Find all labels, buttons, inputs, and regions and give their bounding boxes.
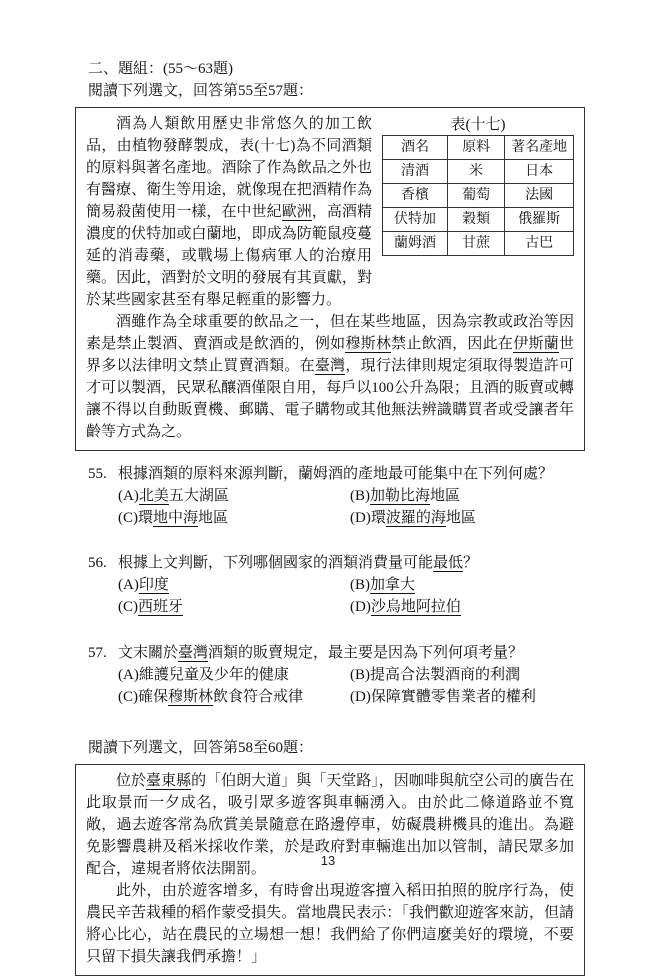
text-segment: 酒為人類飲用歷史非常悠久的加工飲品，由植物發酵製成，表(十七)為不同酒類的原料與著名產地。酒除了作為飲品之外也有醫療、衛生等用途，就像現在把酒精作為簡易殺菌使用一樣，在中世紀 — [86, 116, 372, 220]
underlined-term: 加拿大 — [370, 577, 416, 593]
wine-table-cell: 甘蔗 — [447, 232, 504, 256]
text-segment: 確保 — [138, 689, 169, 705]
wine-table-header-ingredient: 原料 — [447, 136, 504, 160]
option-57-D — [350, 686, 585, 708]
text-segment: 位於 — [116, 773, 147, 789]
text-segment: 世界多以法律明文禁止買賣酒類。在 — [86, 336, 574, 374]
wine-table-cell: 俄羅斯 — [505, 208, 574, 232]
question-57-stem — [118, 642, 585, 664]
wine-table-cell: 米 — [447, 160, 504, 184]
option-57-A — [118, 664, 350, 686]
underlined-term: 穆斯林 — [345, 336, 392, 352]
underlined-term: 波羅的海 — [385, 510, 446, 526]
text-segment: ？ — [463, 555, 479, 571]
wine-table-header-name: 酒名 — [383, 136, 448, 160]
passage1-paragraph-2 — [86, 311, 574, 443]
option-56-A-text — [139, 577, 169, 594]
underlined-term: 地中海 — [153, 510, 199, 526]
text-segment: 酒雖作為全球重要的飲品之一，但在某些地區，因為宗教或政治等因素是禁止製酒、賣酒或是飲酒的，例如 — [86, 314, 574, 352]
text-segment: 保障實體零售業者的權利 — [370, 689, 536, 705]
question-56-number: 56. — [88, 555, 107, 571]
text-segment: 文末關於 — [118, 645, 179, 661]
option-55-D — [350, 507, 585, 529]
option-55-B-label: (B) — [350, 488, 370, 504]
text-segment: 根據酒類的原料來源判斷，蘭姆酒的產地最可能集中在下列何處？ — [118, 466, 554, 482]
option-55-B-text — [370, 488, 460, 505]
option-55-A-label: (A) — [118, 488, 139, 504]
option-57-C-text — [138, 689, 303, 706]
option-56-D-label: (D) — [350, 599, 371, 615]
option-55-C — [118, 507, 350, 529]
wine-table-title: 表(十七) — [450, 117, 506, 133]
option-56-A — [118, 574, 350, 596]
underlined-term: 臺灣 — [178, 645, 209, 661]
question-56-stem — [118, 552, 585, 574]
underlined-term: 穆斯林 — [168, 689, 214, 705]
option-57-A-label: (A) — [118, 667, 139, 683]
option-57-C — [118, 686, 350, 708]
underlined-term: 最低 — [433, 555, 464, 571]
wine-table-cell: 香檳 — [383, 184, 448, 208]
option-55-A-text — [139, 488, 229, 505]
option-55-D-label: (D) — [350, 510, 371, 526]
wine-table-cell: 法國 — [505, 184, 574, 208]
text-segment: 維護兒童及少年的健康 — [138, 667, 289, 683]
option-56-C-label: (C) — [118, 599, 138, 615]
option-56-A-label: (A) — [118, 577, 139, 593]
question-55-number: 55. — [88, 466, 107, 482]
text-segment: 禁止飲酒，因此在 — [391, 336, 514, 352]
option-55-C-text — [138, 510, 228, 527]
text-segment: ，高酒精濃度的伏特加或白蘭地，即成為防範鼠疫蔓延的消毒藥，或戰場上傷病軍人的治療用藥。因此，酒對於文明的發展有其貢獻，對於某些國家甚至有舉足輕重的影響力。 — [86, 204, 372, 308]
underlined-term: 西班牙 — [138, 599, 184, 615]
option-57-D-label: (D) — [350, 689, 371, 705]
option-57-B — [350, 664, 585, 686]
underlined-term: 印度 — [138, 577, 169, 593]
wine-table-cell: 穀類 — [447, 208, 504, 232]
text-segment: 酒類的販賣規定，最主要是因為下列何項考量？ — [208, 645, 524, 661]
option-57-B-label: (B) — [350, 667, 370, 683]
option-56-B — [350, 574, 585, 596]
option-55-B — [350, 485, 585, 507]
text-segment: 五大湖區 — [168, 488, 229, 504]
option-57-B-text — [370, 667, 520, 683]
text-segment: ，現行法律則規定須取得製造許可才可以製酒，民眾私釀酒僅限自用，每戶以100公升為限；且酒的販賣或轉讓不得以自動販賣機、郵購、電子購物或其他無法辨識購買者或受讓者年齡等方式為之。 — [86, 358, 574, 440]
option-56-C-text — [138, 599, 183, 616]
text-segment: 環 — [370, 510, 386, 526]
option-56-C — [118, 596, 350, 618]
text-segment: 地區 — [445, 510, 476, 526]
wine-table-cell: 蘭姆酒 — [383, 232, 448, 256]
wine-table-cell: 伏特加 — [383, 208, 448, 232]
wine-table-cell: 葡萄 — [447, 184, 504, 208]
option-57-C-label: (C) — [118, 689, 138, 705]
wine-table-row — [383, 208, 574, 232]
wine-table-header-origin: 著名產地 — [505, 136, 574, 160]
underlined-term: 歐洲 — [281, 204, 312, 220]
wine-table-header-row — [383, 136, 574, 160]
instruction-questions-58-60: 閱讀下列選文，回答第58至60題： — [88, 740, 314, 756]
underlined-term: 臺灣 — [314, 358, 346, 374]
passage2-paragraph-2 — [86, 880, 574, 968]
underlined-term: 北美 — [138, 488, 169, 504]
question-57-number: 57. — [88, 645, 107, 661]
question-55-options — [118, 485, 585, 529]
wine-table-block — [382, 115, 574, 256]
option-57-A-text — [139, 667, 289, 683]
text-segment: 此外，由於遊客增多，有時會出現遊客擅入稻田拍照的脫序行為，使農民辛苦栽種的稻作蒙受損失。當地農民表示：「我們歡迎遊客來訪，但請將心比心，站在農民的立場想一想！我們給了你們這麼美好的環境，不要只留下損失讓我們承擔！」 — [86, 883, 574, 965]
text-segment: 的「伯朗大道」與「天堂路」，因咖啡與航空公司的廣告在此取景而一夕成名，吸引眾多遊客與車輛湧入。由於此二條道路並不寬敞，過去遊客常為欣賞美景隨意在路邊停車，妨礙農耕機具的進出。為避免影響農耕及稻米採收作業，於是政府對車輛進出加以管制，請民眾多加配合，違規者將依法開罰。 — [86, 773, 574, 877]
section-heading: 二、題組：(55～63題) — [88, 61, 233, 77]
option-56-B-text — [370, 577, 415, 594]
question-57 — [75, 642, 585, 708]
wine-table-cell: 古巴 — [505, 232, 574, 256]
wine-table — [382, 135, 574, 256]
instruction-questions-55-57: 閱讀下列選文，回答第55至57題： — [88, 83, 314, 99]
wine-table-cell: 日本 — [505, 160, 574, 184]
text-segment: 環 — [138, 510, 154, 526]
underlined-term: 加勒比海 — [370, 488, 431, 504]
text-segment: 飲食符合戒律 — [213, 689, 304, 705]
option-56-D-text — [371, 599, 461, 616]
wine-table-row — [383, 232, 574, 256]
wine-table-body — [383, 160, 574, 256]
underlined-term: 臺東縣 — [146, 773, 192, 789]
option-55-C-label: (C) — [118, 510, 138, 526]
text-segment: 根據上文判斷，下列哪個國家的酒類消費量可能 — [118, 555, 434, 571]
wine-table-row — [383, 184, 574, 208]
question-56-options — [118, 574, 585, 618]
underlined-term: 沙烏地阿拉伯 — [370, 599, 461, 615]
option-56-B-label: (B) — [350, 577, 370, 593]
wine-table-cell: 清酒 — [383, 160, 448, 184]
text-segment: 提高合法製酒商的利潤 — [370, 667, 521, 683]
option-55-A — [118, 485, 350, 507]
option-56-D — [350, 596, 585, 618]
passage-box-alcohol — [75, 107, 585, 451]
wine-table-row — [383, 160, 574, 184]
option-55-D-text — [371, 510, 476, 527]
question-55 — [75, 463, 585, 529]
underlined-term: 伊斯蘭 — [513, 336, 559, 352]
option-57-D-text — [371, 689, 536, 705]
page-number: 13 — [320, 853, 336, 868]
text-segment: 地區 — [198, 510, 229, 526]
text-segment: 地區 — [430, 488, 461, 504]
question-57-options — [118, 664, 585, 708]
question-55-stem — [118, 463, 585, 485]
question-56 — [75, 552, 585, 618]
